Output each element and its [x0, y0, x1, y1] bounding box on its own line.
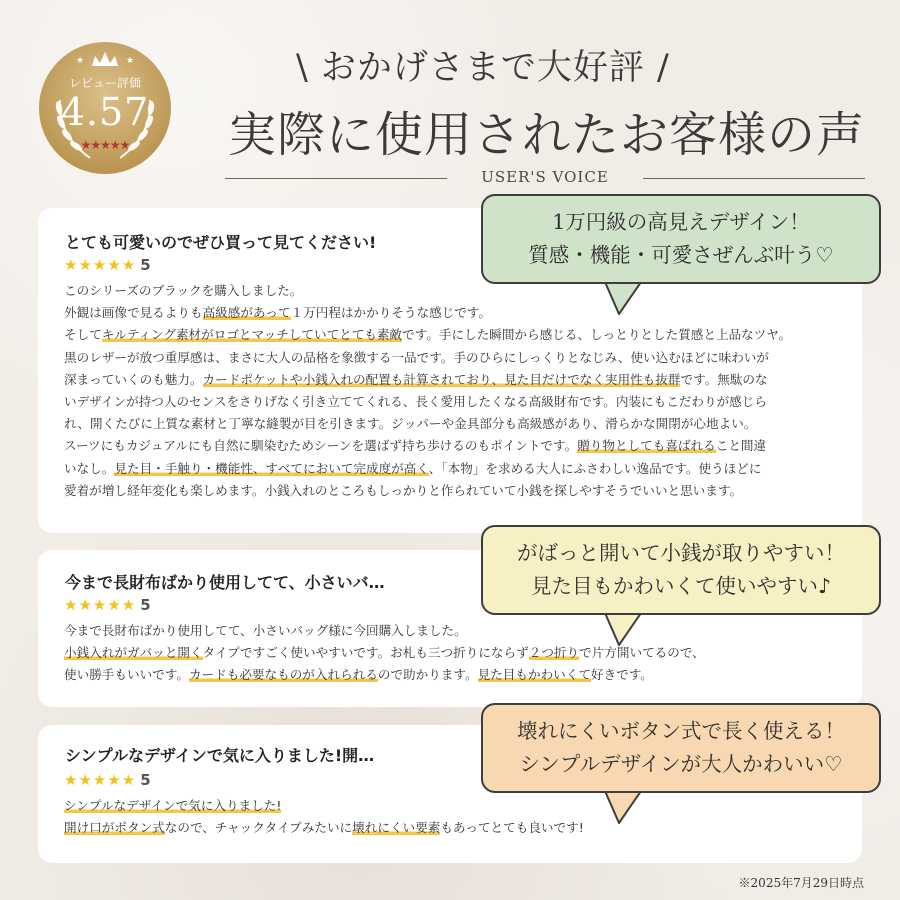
review-text: いデザインが持つ人のセンスをさりげなく引き立ててくれる、長く愛用したくなる高級財布です。内装にもこだわりが感じら	[64, 394, 767, 410]
bubble-tail-icon	[603, 280, 643, 320]
review-stars	[64, 771, 151, 789]
review-text: １万円程はかかりそうな感じです。	[290, 305, 492, 321]
review-text: れ、開くたびに上質な素材と丁寧な縫製が目を引きます。ジッパーや金具部分も高級感があり、滑らかな開閉が心地よい。	[64, 416, 757, 432]
divider-line-right	[643, 178, 865, 179]
highlighted-text: 贈り物としても喜ばれる	[577, 438, 716, 454]
highlighted-text: ２つ折り	[528, 645, 580, 661]
highlighted-text: 見た目もかわいくて	[477, 667, 591, 683]
footnote: ※2025年7月29日時点	[738, 876, 864, 890]
review-line	[64, 458, 854, 480]
review-text: で片方開いてるので、	[579, 645, 705, 661]
review-text: 深まっていくのも魅力。	[64, 371, 203, 387]
review-line	[64, 620, 854, 642]
review-line	[64, 302, 854, 324]
badge-stars: ★★★★★	[80, 138, 130, 152]
users-voice-divider	[225, 168, 865, 188]
review-text: 好きです。	[590, 667, 653, 683]
review-line	[64, 480, 854, 502]
review-text: ので助かります。	[377, 667, 478, 683]
review-text: 外観は画像で見るよりも	[64, 305, 203, 321]
review-rating: 5	[140, 256, 151, 274]
review-line	[64, 664, 854, 686]
highlighted-text: 壊れにくい要素	[352, 820, 441, 836]
review-rating: 5	[140, 771, 151, 789]
review-title: シンプルなデザインで気に入りました!開…	[65, 746, 375, 765]
review-text: そして	[64, 327, 102, 343]
review-line	[64, 817, 854, 839]
review-title: とても可愛いのでぜひ買って見てください!	[65, 233, 377, 252]
star-rating-icon: ★★★★★	[64, 771, 137, 789]
highlighted-text: 開け口がボタン式	[64, 820, 165, 836]
review-body	[64, 280, 854, 502]
review-text: このシリーズのブラックを購入しました。	[64, 283, 303, 298]
star-rating-icon: ★★★★★	[64, 256, 137, 274]
review-text: 今まで長財布ばかり使用してて、小さいバッグ様に今回購入しました。	[64, 623, 467, 638]
rating-badge	[30, 30, 180, 180]
highlighted-text: シンプルなデザインで気に入りました!	[64, 798, 282, 813]
review-line	[64, 642, 854, 664]
review-text: タイプですごく使いやすいです。お札も三つ折りにならず	[202, 645, 529, 661]
users-voice-label: USER'S VOICE	[481, 168, 609, 186]
bubble-line: がばっと開いて小銭が取りやすい！	[517, 541, 845, 565]
review-body	[64, 620, 854, 687]
review-rating: 5	[140, 596, 151, 614]
badge-score: 4.57	[60, 90, 150, 134]
highlighted-text: 高級感があって	[202, 305, 291, 321]
bubble-tail-icon	[603, 789, 643, 829]
review-line	[64, 795, 854, 817]
highlighted-text: 見た目・手触り・機能性、すべてにおいて完成度が高く	[114, 460, 429, 476]
review-text: スーツにもカジュアルにも自然に馴染むためシーンを選ばず持ち歩けるのもポイントです。	[64, 438, 578, 454]
heading-sub: \ おかげさまで大好評 /	[296, 48, 670, 88]
review-text: なので、チャックタイプみたいに	[164, 820, 353, 836]
review-text: こと間違	[715, 438, 767, 454]
badge-label: レビュー評価	[68, 76, 141, 90]
highlighted-text: カードも必要なものが入れられる	[188, 667, 378, 683]
divider-line-left	[225, 178, 447, 179]
bubble-line: 見た目もかわいくて使いやすい♪	[530, 574, 832, 598]
review-line	[64, 324, 854, 346]
bubble-tail-icon	[603, 611, 643, 651]
review-line	[64, 369, 854, 391]
review-stars	[64, 256, 151, 274]
bubble-line: 質感・機能・可愛さぜんぶ叶う♡	[528, 243, 834, 267]
bubble-line: シンプルデザインが大人かわいい♡	[519, 752, 843, 776]
star-rating-icon: ★★★★★	[64, 596, 137, 614]
review-line	[64, 435, 854, 457]
review-text: 、「本物」を求める大人にふさわしい逸品です。使うほどに	[428, 460, 762, 476]
review-line	[64, 391, 854, 413]
review-text: いなし。	[64, 460, 115, 476]
review-text: 黒のレザーが放つ重厚感は、まさに大人の品格を象徴する一品です。手のひらにしっくりとなじみ、使い込むほどに味わいが	[64, 349, 769, 365]
bubble-line: 1万円級の高見えデザイン！	[552, 210, 810, 234]
review-text: です。手にした瞬間から感じる、しっとりとした質感と上品なツヤ。	[402, 327, 792, 343]
review-line	[64, 347, 854, 369]
review-body	[64, 795, 854, 839]
page-title: 実際に使用されたお客様の声	[228, 107, 866, 163]
review-text: 愛着が増し経年変化も楽しめます。小銭入れのところもしっかりと作られていて小銭を探しやすそうでいいと思います。	[64, 482, 743, 498]
review-line	[64, 413, 854, 435]
highlighted-text: カードポケットや小銭入れの配置も計算されており、見た目だけでなく実用性も抜群	[202, 371, 681, 387]
review-text: 使い勝手もいいです。	[64, 667, 189, 683]
bubble-line: 壊れにくいボタン式で長く使える！	[517, 719, 845, 743]
review-title: 今まで長財布ばかり使用してて、小さいバ…	[65, 573, 385, 592]
review-stars	[64, 596, 151, 614]
review-text: もあってとても良いです!	[440, 820, 584, 836]
highlighted-text: キルティング素材がロゴとマッチしていてとても素敵	[101, 327, 403, 343]
highlighted-text: 小銭入れがガバッと開く	[64, 645, 203, 661]
svg-text:★: ★	[76, 56, 85, 66]
review-text: です。無駄のな	[680, 371, 768, 387]
svg-text:★: ★	[126, 56, 135, 66]
